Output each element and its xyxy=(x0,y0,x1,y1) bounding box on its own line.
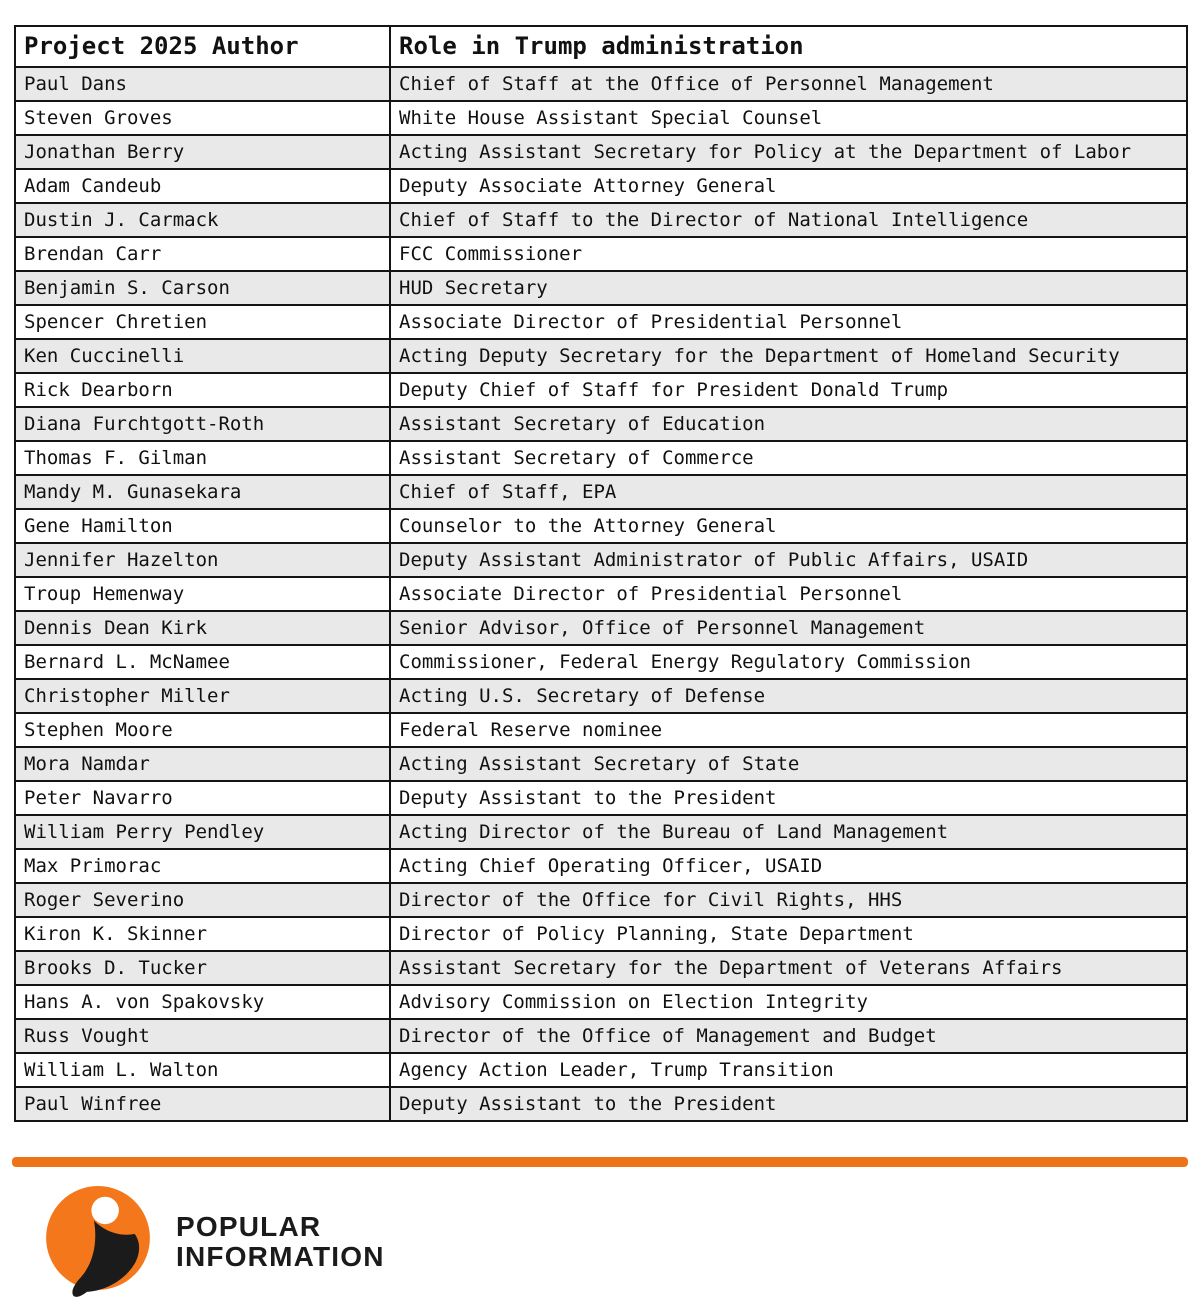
table-row xyxy=(15,985,1187,1019)
table-row xyxy=(15,747,1187,781)
brand-line-bottom: INFORMATION xyxy=(176,1241,385,1272)
role-cell: Acting Chief Operating Officer, USAID xyxy=(390,849,1187,883)
table-row xyxy=(15,815,1187,849)
table-header-row xyxy=(15,26,1187,67)
author-cell: Benjamin S. Carson xyxy=(15,271,390,305)
role-cell: Deputy Assistant Administrator of Public Affairs, USAID xyxy=(390,543,1187,577)
table-row xyxy=(15,611,1187,645)
table-row xyxy=(15,203,1187,237)
role-cell: Counselor to the Attorney General xyxy=(390,509,1187,543)
author-cell: Paul Winfree xyxy=(15,1087,390,1121)
table-row xyxy=(15,849,1187,883)
author-cell: Paul Dans xyxy=(15,67,390,101)
author-cell: Diana Furchtgott-Roth xyxy=(15,407,390,441)
popular-information-logo-icon xyxy=(42,1184,154,1300)
author-cell: Adam Candeub xyxy=(15,169,390,203)
brand-line-top: POPULAR xyxy=(176,1211,322,1242)
author-cell: Spencer Chretien xyxy=(15,305,390,339)
table-row xyxy=(15,373,1187,407)
author-cell: Ken Cuccinelli xyxy=(15,339,390,373)
author-cell: Jonathan Berry xyxy=(15,135,390,169)
role-cell: Acting U.S. Secretary of Defense xyxy=(390,679,1187,713)
role-cell: Acting Assistant Secretary of State xyxy=(390,747,1187,781)
author-cell: Dustin J. Carmack xyxy=(15,203,390,237)
author-cell: Gene Hamilton xyxy=(15,509,390,543)
accent-divider xyxy=(12,1157,1188,1167)
author-cell: Mora Namdar xyxy=(15,747,390,781)
column-header-author: Project 2025 Author xyxy=(15,26,390,67)
brand-wordmark xyxy=(176,1212,385,1272)
author-cell: Christopher Miller xyxy=(15,679,390,713)
role-cell: Deputy Chief of Staff for President Donald Trump xyxy=(390,373,1187,407)
author-cell: Dennis Dean Kirk xyxy=(15,611,390,645)
author-cell: Russ Vought xyxy=(15,1019,390,1053)
authors-roles-table xyxy=(14,25,1188,1122)
author-cell: Stephen Moore xyxy=(15,713,390,747)
table-row xyxy=(15,679,1187,713)
role-cell: Associate Director of Presidential Personnel xyxy=(390,577,1187,611)
brand-footer xyxy=(42,1184,385,1300)
role-cell: Acting Assistant Secretary for Policy at the Department of Labor xyxy=(390,135,1187,169)
table-row xyxy=(15,169,1187,203)
role-cell: Federal Reserve nominee xyxy=(390,713,1187,747)
table-row xyxy=(15,883,1187,917)
column-header-role: Role in Trump administration xyxy=(390,26,1187,67)
table-row xyxy=(15,67,1187,101)
author-cell: Roger Severino xyxy=(15,883,390,917)
table-row xyxy=(15,781,1187,815)
role-cell: Director of the Office for Civil Rights, HHS xyxy=(390,883,1187,917)
author-cell: Brendan Carr xyxy=(15,237,390,271)
role-cell: Deputy Assistant to the President xyxy=(390,1087,1187,1121)
table-row xyxy=(15,135,1187,169)
table-row xyxy=(15,543,1187,577)
role-cell: Senior Advisor, Office of Personnel Management xyxy=(390,611,1187,645)
table-row xyxy=(15,475,1187,509)
table-row xyxy=(15,509,1187,543)
table-row xyxy=(15,441,1187,475)
role-cell: Director of Policy Planning, State Department xyxy=(390,917,1187,951)
role-cell: Director of the Office of Management and Budget xyxy=(390,1019,1187,1053)
role-cell: Chief of Staff to the Director of National Intelligence xyxy=(390,203,1187,237)
table-row xyxy=(15,577,1187,611)
role-cell: Assistant Secretary for the Department of Veterans Affairs xyxy=(390,951,1187,985)
table-row xyxy=(15,645,1187,679)
table-row xyxy=(15,917,1187,951)
role-cell: Acting Deputy Secretary for the Department of Homeland Security xyxy=(390,339,1187,373)
role-cell: Agency Action Leader, Trump Transition xyxy=(390,1053,1187,1087)
author-cell: Max Primorac xyxy=(15,849,390,883)
table-row xyxy=(15,305,1187,339)
role-cell: Assistant Secretary of Commerce xyxy=(390,441,1187,475)
role-cell: HUD Secretary xyxy=(390,271,1187,305)
authors-table-container xyxy=(14,25,1188,1122)
table-row xyxy=(15,1087,1187,1121)
author-cell: Troup Hemenway xyxy=(15,577,390,611)
author-cell: Kiron K. Skinner xyxy=(15,917,390,951)
role-cell: Commissioner, Federal Energy Regulatory Commission xyxy=(390,645,1187,679)
author-cell: William Perry Pendley xyxy=(15,815,390,849)
table-row xyxy=(15,713,1187,747)
author-cell: William L. Walton xyxy=(15,1053,390,1087)
role-cell: Deputy Assistant to the President xyxy=(390,781,1187,815)
table-row xyxy=(15,951,1187,985)
author-cell: Rick Dearborn xyxy=(15,373,390,407)
author-cell: Jennifer Hazelton xyxy=(15,543,390,577)
table-body xyxy=(15,67,1187,1121)
role-cell: Chief of Staff at the Office of Personnel Management xyxy=(390,67,1187,101)
role-cell: Deputy Associate Attorney General xyxy=(390,169,1187,203)
role-cell: Associate Director of Presidential Personnel xyxy=(390,305,1187,339)
author-cell: Thomas F. Gilman xyxy=(15,441,390,475)
table-row xyxy=(15,1053,1187,1087)
role-cell: White House Assistant Special Counsel xyxy=(390,101,1187,135)
role-cell: FCC Commissioner xyxy=(390,237,1187,271)
author-cell: Brooks D. Tucker xyxy=(15,951,390,985)
table-row xyxy=(15,271,1187,305)
author-cell: Steven Groves xyxy=(15,101,390,135)
table-row xyxy=(15,1019,1187,1053)
role-cell: Assistant Secretary of Education xyxy=(390,407,1187,441)
role-cell: Acting Director of the Bureau of Land Management xyxy=(390,815,1187,849)
author-cell: Hans A. von Spakovsky xyxy=(15,985,390,1019)
role-cell: Advisory Commission on Election Integrity xyxy=(390,985,1187,1019)
table-row xyxy=(15,339,1187,373)
table-row xyxy=(15,237,1187,271)
table-row xyxy=(15,407,1187,441)
author-cell: Peter Navarro xyxy=(15,781,390,815)
author-cell: Mandy M. Gunasekara xyxy=(15,475,390,509)
author-cell: Bernard L. McNamee xyxy=(15,645,390,679)
role-cell: Chief of Staff, EPA xyxy=(390,475,1187,509)
table-row xyxy=(15,101,1187,135)
